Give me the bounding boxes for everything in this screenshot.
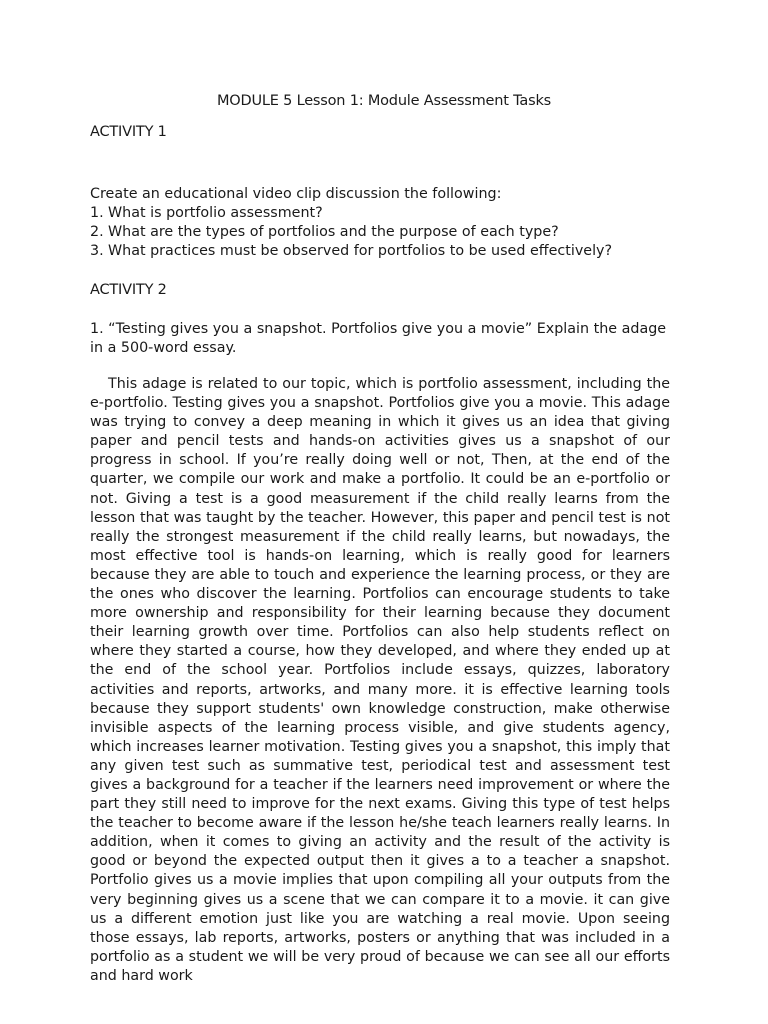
list-item: [90, 242, 670, 261]
essay-body: This adage is related to our topic, which is portfolio assessment, including the e-portfolio. Testing gives you a snapshot. Portfolios give you a movie. This adage was trying to convey a deep meaning in which it gives us an idea that giving paper and pencil tests and hands-on activities gives us a snapshot of our progress in school. If you’re really doing well or not, Then, at the end of the quarter, we compile our work and make a portfolio. It could be an e-portfolio or not. Giving a test is a good measurement if the child really learns from the lesson that was taught by the teacher. However, this paper and pencil test is not really the strongest measurement if the child really learns, but nowadays, the most effective tool is hands-on learning, which is really good for learners because they are able to touch and experience the learning process, or they are the ones who discover the learning. Portfolios can encourage students to take more ownership and responsibility for their learning because they document their learning growth over time. Portfolios can also help students reflect on where they started a course, how they developed, and where they ended up at the end of the school year. Portfolios include essays, quizzes, laboratory activities and reports, artworks, and many more. it is effective learning tools because they support students' own knowledge construction, make otherwise invisible aspects of the learning process visible, and give students agency, which increases learner motivation. Testing gives you a snapshot, this imply that any given test such as summative test, periodical test and assessment test gives a background for a teacher if the learners need improvement or where the part they still need to improve for the next exams. Giving this type of test helps the teacher to become aware if the lesson he/she teach learners really learns. In addition, when it comes to giving an activity and the result of the activity is good or beyond the expected output then it gives a to a teacher a snapshot. Portfolio gives us a movie implies that upon compiling all your outputs from the very beginning gives us a scene that we can compare it to a movie. it can give us a different emotion just like you are watching a real movie. Upon seeing those essays, lab reports, artworks, posters or anything that was included in a portfolio as a student we will be very proud of because we can see all our efforts and hard work: [90, 376, 670, 984]
question-list: [90, 204, 670, 261]
activity-1-intro: Create an educational video clip discussion the following:: [90, 186, 502, 202]
question-text: What are the types of portfolios and the purpose of each type?: [108, 224, 559, 240]
question-text: What is portfolio assessment?: [108, 205, 323, 221]
activity-2-heading: ACTIVITY 2: [90, 282, 167, 298]
page-title: MODULE 5 Lesson 1: Module Assessment Tasks: [217, 93, 551, 109]
question-number: 1.: [90, 205, 104, 221]
question-number: 3.: [90, 243, 104, 259]
question-text: What practices must be observed for portfolios to be used effectively?: [108, 243, 613, 259]
activity-1-heading: ACTIVITY 1: [90, 124, 167, 140]
activity-2-prompt: 1. “Testing gives you a snapshot. Portfolios give you a movie” Explain the adage in a 500-word essay.: [90, 321, 667, 356]
list-item: [90, 223, 670, 242]
activity-1-section: [90, 185, 670, 261]
list-item: [90, 204, 670, 223]
question-number: 2.: [90, 224, 104, 240]
